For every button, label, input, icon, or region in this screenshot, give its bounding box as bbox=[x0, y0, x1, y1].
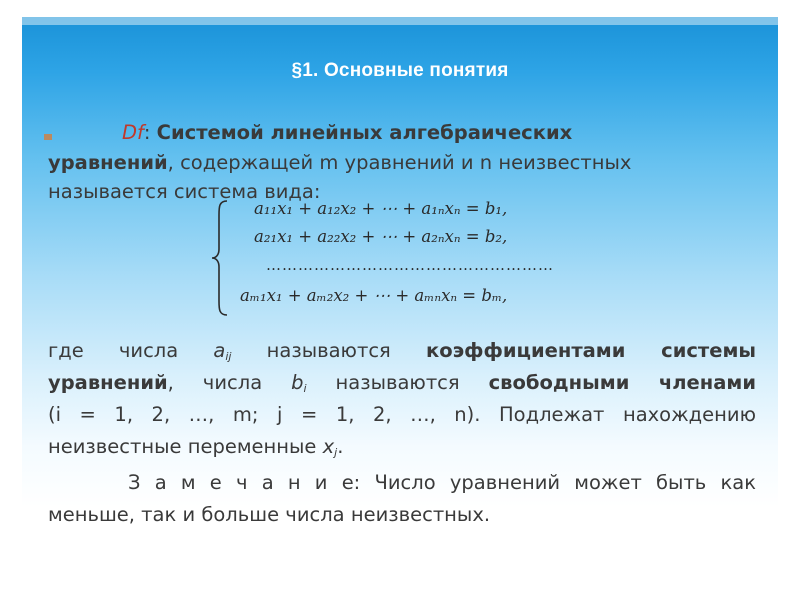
where-line-1 bbox=[48, 336, 756, 366]
bullet-marker bbox=[44, 134, 52, 140]
remark-label: З а м е ч а н и е: bbox=[128, 471, 361, 494]
free-symbol-b: b bbox=[291, 371, 304, 394]
definition-line-1 bbox=[122, 118, 762, 148]
top-strip bbox=[22, 17, 778, 25]
equation-row-1: a₁₁x₁ + a₁₂x₂ + ⋯ + a₁ₙxₙ = b₁, bbox=[254, 199, 508, 218]
where-dot: . bbox=[337, 435, 344, 458]
where-text-5: неизвестные переменные bbox=[48, 435, 317, 458]
definition-term-part2: уравнений bbox=[48, 151, 168, 174]
definition-line-2-rest: , содержащей m уравнений и n неизвестных bbox=[167, 151, 632, 174]
df-colon: : bbox=[143, 121, 151, 144]
remark-text-1: Число уравнений может быть как bbox=[374, 471, 757, 494]
equation-row-dots: ……………………………………………… bbox=[266, 256, 554, 274]
slide bbox=[22, 17, 778, 583]
coef-symbol bbox=[213, 339, 231, 362]
equation-row-2: a₂₁x₁ + a₂₂x₂ + ⋯ + a₂ₙxₙ = b₂, bbox=[254, 227, 508, 246]
var-symbol-x: x bbox=[322, 435, 335, 458]
remark-line-1 bbox=[128, 468, 756, 498]
where-text-4: называются bbox=[335, 371, 460, 394]
definition-line-3: называется система вида: bbox=[48, 180, 321, 203]
free-subscript-i: i bbox=[303, 382, 307, 395]
where-text-3: , числа bbox=[167, 371, 263, 394]
coef-term-2: уравнений bbox=[48, 371, 168, 394]
where-line-4 bbox=[48, 432, 756, 462]
definition-line-2 bbox=[48, 148, 756, 178]
coef-term: коэффициентами системы bbox=[425, 339, 757, 362]
var-subscript-j: j bbox=[334, 446, 338, 459]
where-text-2: называются bbox=[266, 339, 391, 362]
remark-line-2: меньше, так и больше числа неизвестных. bbox=[48, 503, 491, 526]
equation-system bbox=[210, 197, 630, 322]
coef-symbol-a: a bbox=[213, 339, 226, 362]
where-text-1: где числа bbox=[48, 339, 179, 362]
free-term: свободными членами bbox=[488, 371, 757, 394]
free-symbol bbox=[291, 371, 306, 394]
curly-brace bbox=[210, 199, 230, 317]
df-label: Df bbox=[122, 121, 144, 144]
definition-term-part1: Системой линейных алгебраических bbox=[156, 121, 573, 144]
where-line-3: (i = 1, 2, …, m; j = 1, 2, …, n). Подлежат нахождению bbox=[48, 403, 756, 426]
equation-row-m: aₘ₁x₁ + aₘ₂x₂ + ⋯ + aₘₙxₙ = bₘ, bbox=[240, 286, 508, 305]
slide-title: §1. Основные понятия bbox=[291, 60, 509, 81]
coef-subscript-ij: ij bbox=[225, 350, 232, 363]
where-line-2 bbox=[48, 368, 756, 398]
